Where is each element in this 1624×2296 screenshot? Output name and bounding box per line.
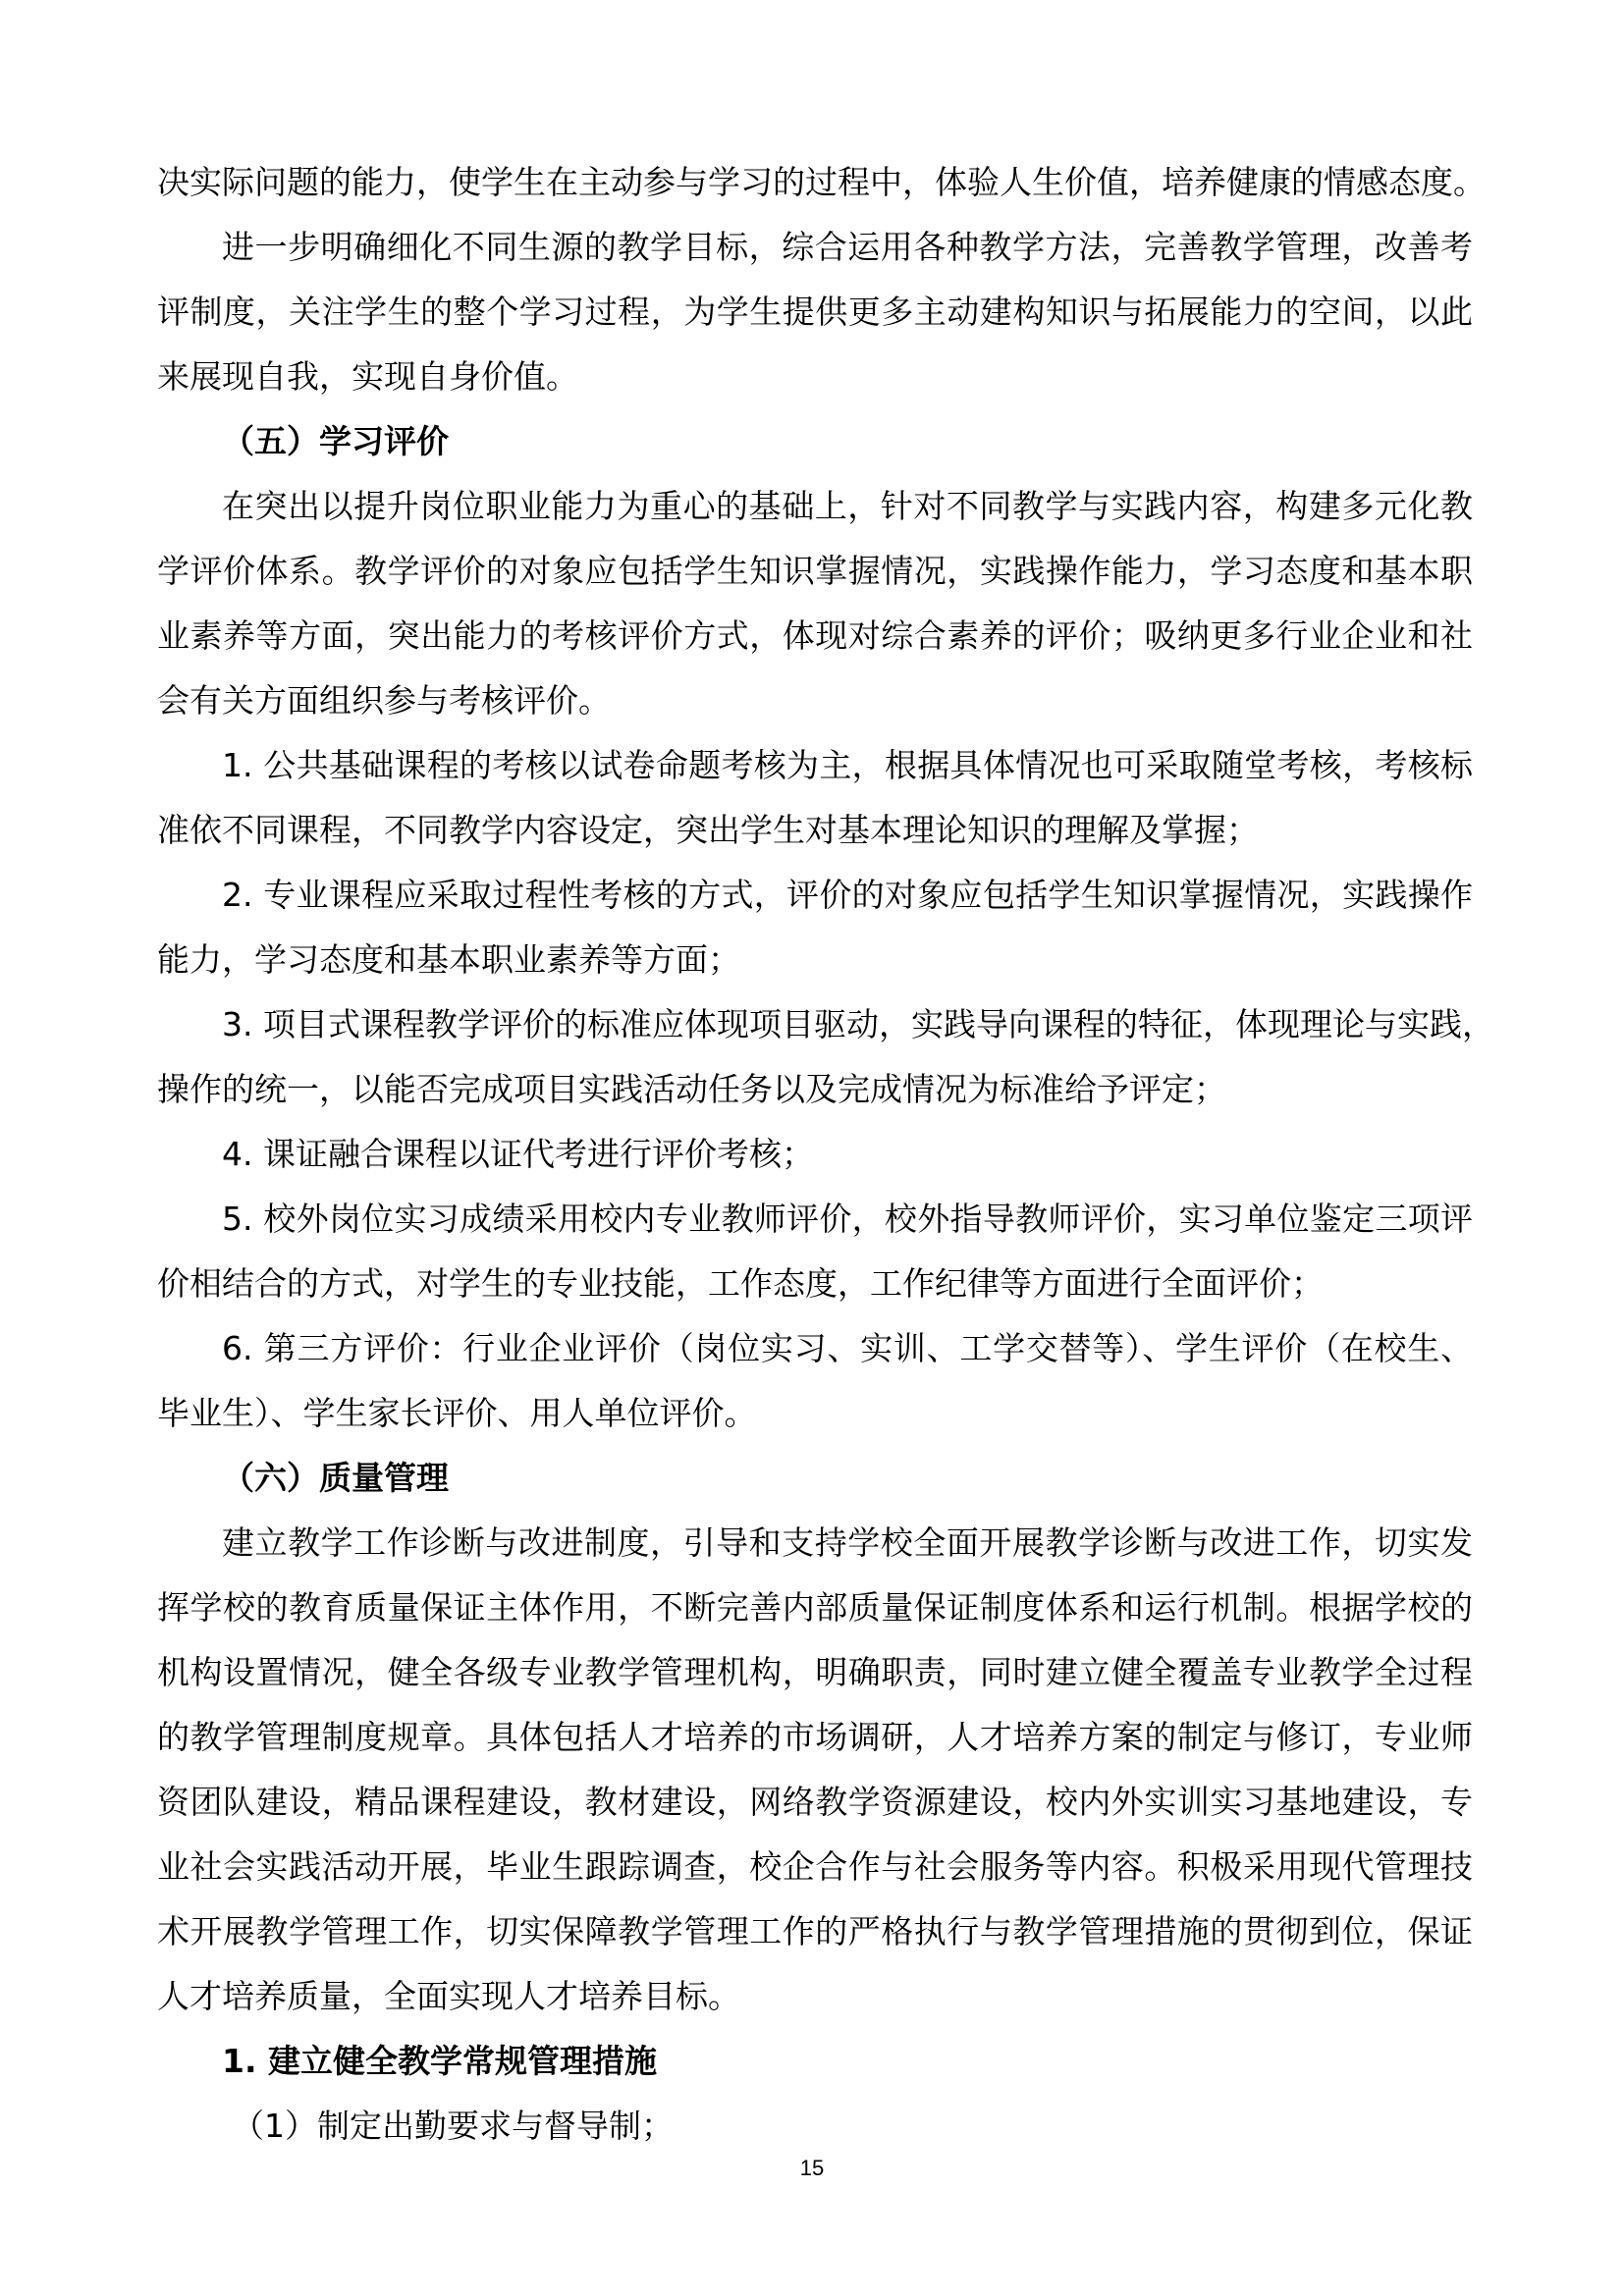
list-item-line: 毕业生）、学生家长评价、用人单位评价。 xyxy=(157,1394,757,1432)
list-item-line: 价相结合的方式，对学生的专业技能，工作态度，工作纪律等方面进行全面评价； xyxy=(157,1264,1324,1303)
paragraph-line: 资团队建设，精品课程建设，教材建设，网络教学资源建设，校内外实训实习基地建设，专 xyxy=(157,1783,1473,1821)
list-item-line: 4. 课证融合课程以证代考进行评价考核； xyxy=(222,1135,814,1173)
paragraph-line: 进一步明确细化不同生源的教学目标，综合运用各种教学方法，完善教学管理，改善考 xyxy=(222,228,1473,266)
paragraph-line: 机构设置情况，健全各级专业教学管理机构，明确职责，同时建立健全覆盖专业教学全过程 xyxy=(157,1653,1473,1691)
paragraph-line: 业素养等方面，突出能力的考核评价方式，体现对综合素养的评价；吸纳更多行业企业和社 xyxy=(157,616,1473,655)
section-heading: （六）质量管理 xyxy=(222,1459,449,1497)
list-item-line: 能力，学习态度和基本职业素养等方面； xyxy=(157,940,740,979)
list-item-line: 2. 专业课程应采取过程性考核的方式，评价的对象应包括学生知识掌握情况，实践操作 xyxy=(222,876,1473,914)
paragraph-line: 会有关方面组织参与考核评价。 xyxy=(157,681,611,720)
section-heading: （五）学习评价 xyxy=(222,422,449,460)
list-item-line: （1）制定出勤要求与督导制； xyxy=(232,2107,674,2145)
list-item-line: 5. 校外岗位实习成绩采用校内专业教师评价，校外指导教师评价，实习单位鉴定三项评 xyxy=(222,1200,1473,1238)
paragraph-line: 来展现自我，实现自身价值。 xyxy=(157,357,578,396)
subsection-heading: 1. 建立健全教学常规管理措施 xyxy=(222,2042,657,2080)
paragraph-line: 学评价体系。教学评价的对象应包括学生知识掌握情况，实践操作能力，学习态度和基本职 xyxy=(157,552,1473,590)
paragraph-line: 业社会实践活动开展，毕业生跟踪调查，校企合作与社会服务等内容。积极采用现代管理技 xyxy=(157,1847,1473,1886)
paragraph-line: 挥学校的教育质量保证主体作用，不断完善内部质量保证制度体系和运行机制。根据学校的 xyxy=(157,1588,1473,1627)
page-number: 15 xyxy=(799,2156,825,2180)
list-item-line: 3. 项目式课程教学评价的标准应体现项目驱动，实践导向课程的特征，体现理论与实践， xyxy=(222,1005,1494,1043)
paragraph-line: 术开展教学管理工作，切实保障教学管理工作的严格执行与教学管理措施的贯彻到位，保证 xyxy=(157,1912,1473,1950)
paragraph-line: 的教学管理制度规章。具体包括人才培养的市场调研，人才培养方案的制定与修订，专业师 xyxy=(157,1718,1473,1756)
list-item-line: 1. 公共基础课程的考核以试卷命题考核为主，根据具体情况也可采取随堂考核，考核标 xyxy=(222,746,1473,784)
paragraph-line: 在突出以提升岗位职业能力为重心的基础上，针对不同教学与实践内容，构建多元化教 xyxy=(222,487,1473,525)
paragraph-line: 人才培养质量，全面实现人才培养目标。 xyxy=(157,1977,740,2015)
list-item-line: 操作的统一，以能否完成项目实践活动任务以及完成情况为标准给予评定； xyxy=(157,1070,1226,1108)
list-item-line: 准依不同课程，不同教学内容设定，突出学生对基本理论知识的理解及掌握； xyxy=(157,811,1259,849)
list-item-line: 6. 第三方评价：行业企业评价（岗位实习、实训、工学交替等）、学生评价（在校生、 xyxy=(222,1329,1473,1367)
paragraph-line: 评制度，关注学生的整个学习过程，为学生提供更多主动建构知识与拓展能力的空间，以此 xyxy=(157,293,1473,331)
paragraph-line: 建立教学工作诊断与改进制度，引导和支持学校全面开展教学诊断与改进工作，切实发 xyxy=(222,1523,1473,1562)
paragraph-line: 决实际问题的能力，使学生在主动参与学习的过程中，体验人生价值，培养健康的情感态度。 xyxy=(157,163,1486,201)
